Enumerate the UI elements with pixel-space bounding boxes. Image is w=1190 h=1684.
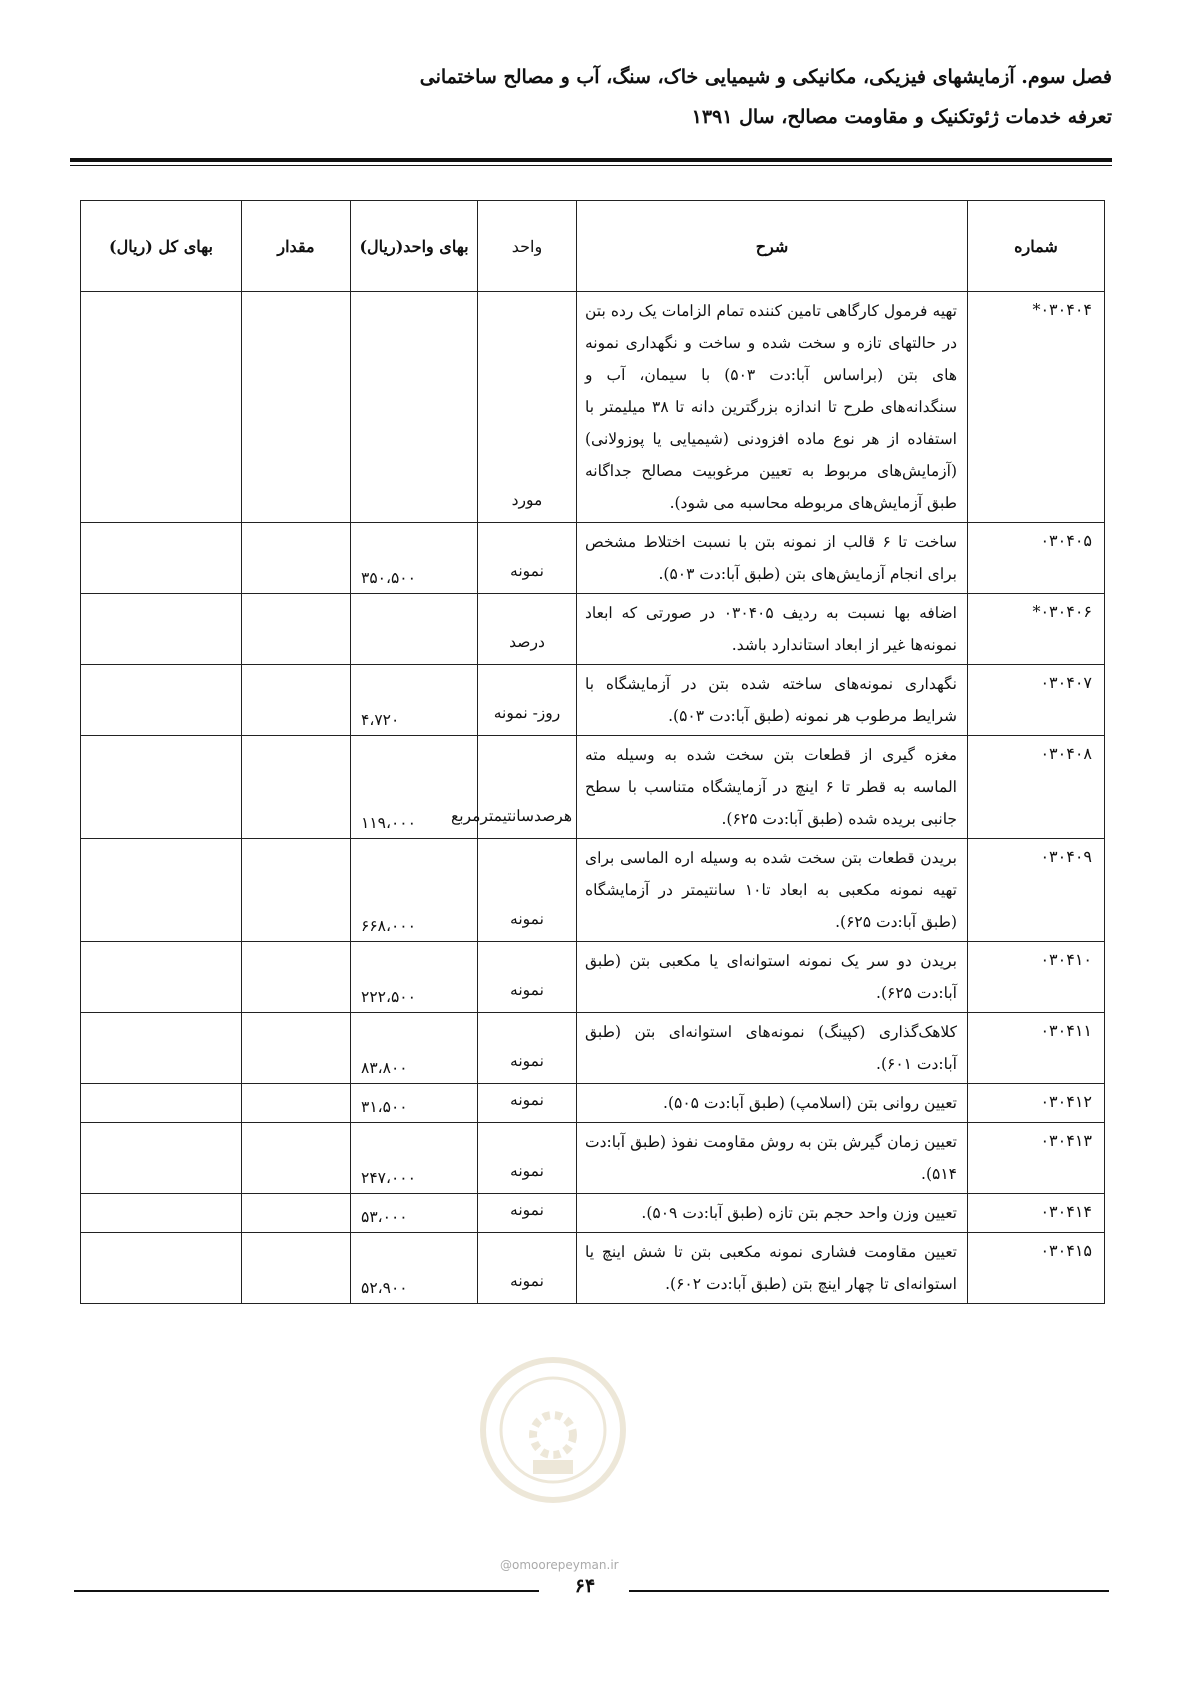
table-row — [81, 942, 1105, 1013]
row-total — [81, 1123, 242, 1194]
row-quantity — [242, 523, 351, 594]
row-code: ٠٣٠۴٠۴* — [968, 292, 1105, 523]
page-number: ۶۴ — [574, 1575, 596, 1597]
row-total — [81, 736, 242, 839]
table-header-row — [81, 201, 1105, 292]
watermark-site: @omoorepeyman.ir — [500, 1558, 619, 1572]
tariff-title: تعرفه خدمات ژئوتکنیک و مقاومت مصالح، سال ۱۳۹۱ — [691, 106, 1112, 128]
row-description: نگهداری نمونه‌های ساخته شده بتن در آزمایشگاه با شرایط مرطوب هر نمونه (طبق آبا:دت ۵۰۳). — [577, 665, 968, 736]
row-unit-price: ۸۳،۸۰۰ — [351, 1013, 478, 1084]
row-quantity — [242, 1233, 351, 1304]
row-unit-price: ۱۱۹،۰۰۰ — [351, 736, 478, 839]
row-description: تعیین مقاومت فشاری نمونه مکعبی بتن تا شش اینچ یا استوانه‌ای تا چهار اینچ بتن (طبق آبا:دت ۶۰۲). — [577, 1233, 968, 1304]
row-unit: نمونه — [478, 1194, 577, 1233]
header-code: شماره — [968, 201, 1105, 292]
row-code: ٠٣٠۴١۵ — [968, 1233, 1105, 1304]
row-code: ٠٣٠۴١٢ — [968, 1084, 1105, 1123]
row-code: ٠٣٠۴٠٧ — [968, 665, 1105, 736]
row-description: تهیه فرمول کارگاهی تامین کننده تمام الزامات یک رده بتن در حالتهای تازه و سخت شده و ساخت و نگهداری نمونه های بتن (براساس آبا:دت ۵۰۳) با سیمان، آب و سنگدانه‌های طرح تا اندازه بزرگترین دانه تا ۳۸ میلیمتر با استفاده از هر نوع ماده افزودنی (شیمیایی یا پوزولانی) (آزمایش‌های مربوط به تعیین مرغوبیت مصالح جداگانه طبق آزمایش‌های مربوطه محاسبه می شود). — [577, 292, 968, 523]
tariff-table — [80, 200, 1105, 1304]
row-quantity — [242, 665, 351, 736]
row-description: تعیین روانی بتن (اسلامپ) (طبق آبا:دت ۵۰۵). — [577, 1084, 968, 1123]
row-quantity — [242, 736, 351, 839]
header-rule-thin — [70, 165, 1112, 166]
header-unit: واحد — [478, 201, 577, 292]
table-row — [81, 1123, 1105, 1194]
row-quantity — [242, 1084, 351, 1123]
row-quantity — [242, 839, 351, 942]
row-total — [81, 942, 242, 1013]
row-description: بریدن قطعات بتن سخت شده به وسیله اره الماسی برای تهیه نمونه مکعبی به ابعاد تا۱۰ سانتیمتر در آزمایشگاه (طبق آبا:دت ۶۲۵). — [577, 839, 968, 942]
row-quantity — [242, 1123, 351, 1194]
row-total — [81, 665, 242, 736]
row-code: ٠٣٠۴٠٨ — [968, 736, 1105, 839]
row-unit-price: ۲۴۷،۰۰۰ — [351, 1123, 478, 1194]
row-total — [81, 1233, 242, 1304]
row-description: تعیین وزن واحد حجم بتن تازه (طبق آبا:دت ۵۰۹). — [577, 1194, 968, 1233]
row-code: ٠٣٠۴١٠ — [968, 942, 1105, 1013]
row-code: ٠٣٠۴٠۵ — [968, 523, 1105, 594]
table-row — [81, 1233, 1105, 1304]
row-total — [81, 594, 242, 665]
table-row — [81, 292, 1105, 523]
row-quantity — [242, 942, 351, 1013]
table-row — [81, 1013, 1105, 1084]
row-unit: نمونه — [478, 1084, 577, 1123]
page-header — [70, 60, 1112, 134]
row-unit: روز- نمونه — [478, 665, 577, 736]
header-quantity: مقدار — [242, 201, 351, 292]
row-unit: نمونه — [478, 1123, 577, 1194]
table-row — [81, 1194, 1105, 1233]
row-code: ٠٣٠۴٠۶* — [968, 594, 1105, 665]
row-description: مغزه گیری از قطعات بتن سخت شده به وسیله مته الماسه به قطر تا ۶ اینچ در آزمایشگاه متناسب با سطح جانبی بریده شده (طبق آبا:دت ۶۲۵). — [577, 736, 968, 839]
row-unit: نمونه — [478, 942, 577, 1013]
row-unit: هرصدسانتیمترمربع — [478, 736, 577, 839]
table-row — [81, 523, 1105, 594]
row-unit-price: ۶۶۸،۰۰۰ — [351, 839, 478, 942]
row-unit-price — [351, 594, 478, 665]
table-row — [81, 665, 1105, 736]
row-unit: درصد — [478, 594, 577, 665]
footer-rule-left — [74, 1590, 539, 1592]
row-unit-price: ۴،۷۲۰ — [351, 665, 478, 736]
row-code: ٠٣٠۴١١ — [968, 1013, 1105, 1084]
footer-rule-right — [629, 1590, 1109, 1592]
row-total — [81, 292, 242, 523]
row-code: ٠٣٠۴١۴ — [968, 1194, 1105, 1233]
row-total — [81, 839, 242, 942]
table-row — [81, 594, 1105, 665]
header-unit-price: بهای واحد(ریال) — [351, 201, 478, 292]
row-total — [81, 1013, 242, 1084]
row-unit-price: ۵۳،۰۰۰ — [351, 1194, 478, 1233]
row-description: ساخت تا ۶ قالب از نمونه بتن با نسبت اختلاط مشخص برای انجام آزمایش‌های بتن (طبق آبا:دت ۵۰۳). — [577, 523, 968, 594]
row-description: بریدن دو سر یک نمونه استوانه‌ای یا مکعبی بتن (طبق آبا:دت ۶۲۵). — [577, 942, 968, 1013]
row-total — [81, 1084, 242, 1123]
header-rule-thick — [70, 158, 1112, 162]
watermark-seal-icon — [478, 1355, 628, 1505]
table-row — [81, 1084, 1105, 1123]
row-unit-price: ۳۱،۵۰۰ — [351, 1084, 478, 1123]
row-unit-price: ۳۵۰،۵۰۰ — [351, 523, 478, 594]
table-row — [81, 736, 1105, 839]
row-quantity — [242, 1013, 351, 1084]
row-unit: نمونه — [478, 839, 577, 942]
row-total — [81, 1194, 242, 1233]
row-unit-price — [351, 292, 478, 523]
row-code: ٠٣٠۴١٣ — [968, 1123, 1105, 1194]
row-description: تعیین زمان گیرش بتن به روش مقاومت نفوذ (طبق آبا:دت ۵۱۴). — [577, 1123, 968, 1194]
row-quantity — [242, 1194, 351, 1233]
row-unit: نمونه — [478, 1233, 577, 1304]
row-total — [81, 523, 242, 594]
chapter-title: فصل سوم. آزمایشهای فیزیکی، مکانیکی و شیمیایی خاک، سنگ، آب و مصالح ساختمانی — [419, 66, 1112, 88]
row-unit: مورد — [478, 292, 577, 523]
row-quantity — [242, 594, 351, 665]
row-unit-price: ۵۲،۹۰۰ — [351, 1233, 478, 1304]
row-unit: نمونه — [478, 1013, 577, 1084]
row-description: کلاهک‌گذاری (کپینگ) نمونه‌های استوانه‌ای بتن (طبق آبا:دت ۶۰۱). — [577, 1013, 968, 1084]
row-code: ٠٣٠۴٠٩ — [968, 839, 1105, 942]
row-unit: نمونه — [478, 523, 577, 594]
row-unit-price: ۲۲۲،۵۰۰ — [351, 942, 478, 1013]
row-quantity — [242, 292, 351, 523]
header-total-price: بهای کل (ریال) — [81, 201, 242, 292]
table-row — [81, 839, 1105, 942]
header-description: شرح — [577, 201, 968, 292]
row-description: اضافه بها نسبت به ردیف ۰۳۰۴۰۵ در صورتی که ابعاد نمونه‌ها غیر از ابعاد استاندارد باشد. — [577, 594, 968, 665]
